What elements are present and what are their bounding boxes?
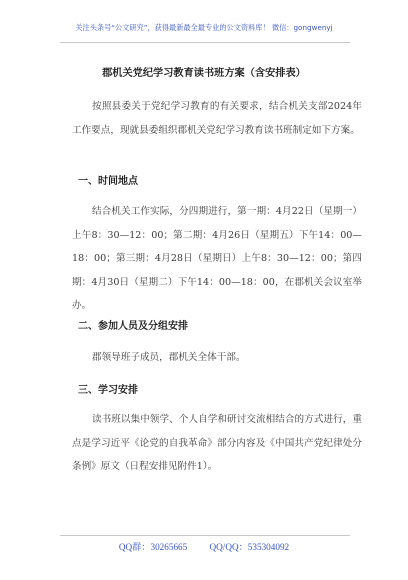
section-heading-study: 三、学习安排 <box>78 385 138 396</box>
header-notice: 关注头条号“公文研究”，获得最新最全最专业的公文资料库！ 微信：gongwenyj <box>75 23 333 32</box>
footer-qq-group: QQ群：30265665 <box>118 542 188 552</box>
section-heading-time-place: 一、时间地点 <box>78 176 138 187</box>
intro-paragraph: 按照县委关于党纪学习教育的有关要求，结合机关支部2024年工作要点，现就县委组织郡机关党纪学习教育读书班制定如下方案。 <box>72 101 362 136</box>
section-heading-participants: 二、参加人员及分组安排 <box>78 321 188 332</box>
section-body-participants: 郡领导班子成员，郡机关全体干部。 <box>92 352 246 363</box>
footer-divider <box>60 535 350 536</box>
section-body-study: 读书班以集中领学、个人自学和研讨交流相结合的方式进行，重点是学习近平《论党的自我革命》部分内容及《中国共产党纪律处分条例》原文（日程安排见附件1）。 <box>72 414 362 472</box>
section-body-time-place: 结合机关工作实际，分四期进行，第一期：4月22日（星期一）上午8：30—12：00；第二期：4月26日（星期五）下午14：00—18：00；第三期：4月28日（星期日）上午8：30—12：00；第四期：4月30日（星期二）下午14：00—18：00，在郡机关会议室举办。 <box>72 206 362 311</box>
header-divider <box>60 42 350 43</box>
footer-qq: QQ/QQ：535304092 <box>209 542 290 552</box>
document-title: 郡机关党纪学习教育读书班方案（含安排表） <box>102 68 306 79</box>
footer <box>0 540 408 554</box>
